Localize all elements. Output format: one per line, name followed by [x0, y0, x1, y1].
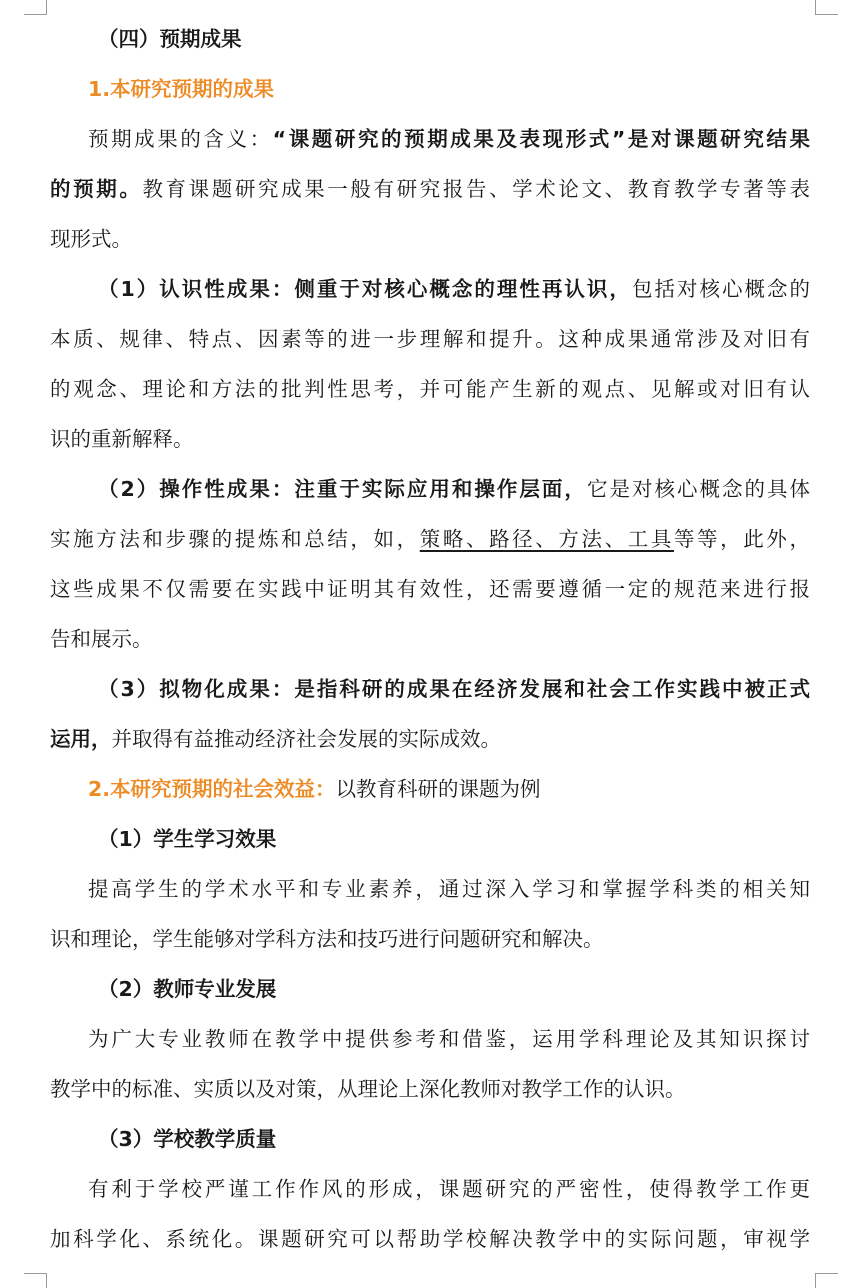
- school-quality-line1: 有利于学校严谨工作作风的形成，课题研究的严密性，使得教学工作更: [88, 1177, 810, 1201]
- paragraph-materialized-results: [50, 664, 810, 764]
- teacher-development-line2: 教学中的标准、实质以及对策，从理论上深化教师对教学工作的认识。: [50, 1077, 686, 1101]
- heading-student-learning: （1）学生学习效果: [98, 827, 277, 851]
- operational-line1-text: 它是对核心概念的具体: [586, 477, 811, 501]
- paragraph-operational-results: [50, 464, 810, 664]
- subsection-heading-expected-results: 1.本研究预期的成果: [88, 77, 275, 101]
- social-benefits-note: 以教育科研的课题为例: [335, 777, 541, 801]
- operational-line2-pre: 实施方法和步骤的提炼和总结，如，: [50, 527, 420, 551]
- student-learning-line2: 识和理论，学生能够对学科方法和技巧进行问题研究和解决。: [50, 927, 604, 951]
- crop-mark-top-right: [815, 0, 838, 15]
- paragraph-meaning: [50, 114, 810, 264]
- section-heading: （四）预期成果: [98, 27, 242, 51]
- student-learning-line1: 提高学生的学术水平和专业素养，通过深入学习和掌握学科类的相关知: [88, 877, 810, 901]
- crop-mark-bottom-left: [24, 1273, 47, 1288]
- paragraph-cognitive-results: [50, 264, 810, 464]
- cognitive-line1-text: 包括对核心概念的: [631, 277, 811, 301]
- teacher-development-line1: 为广大专业教师在教学中提供参考和借鉴，运用学科理论及其知识探讨: [88, 1027, 810, 1051]
- cognitive-bold-lead: （1）认识性成果：侧重于对核心概念的理性再认识，: [98, 277, 632, 301]
- crop-mark-top-left: [24, 0, 47, 15]
- materialized-bold-line1: （3）拟物化成果：是指科研的成果在经济发展和社会工作实践中被正式: [98, 677, 810, 701]
- operational-line2-post: 等等，此外，: [673, 527, 810, 551]
- crop-mark-bottom-right: [815, 1273, 838, 1288]
- meaning-lead: 预期成果的含义：: [88, 127, 273, 151]
- operational-line4-text: 告和展示。: [50, 627, 153, 651]
- meaning-line2-text: 教育课题研究成果一般有研究报告、学术论文、教育教学专著等表: [142, 177, 810, 201]
- document-page: [50, 14, 810, 1264]
- meaning-bold-end: 的预期。: [50, 177, 143, 201]
- subsection-heading-social-benefits: 2.本研究预期的社会效益：: [88, 777, 336, 801]
- cognitive-line3-text: 的观念、理论和方法的批判性思考，并可能产生新的观点、见解或对旧有认: [50, 377, 810, 401]
- meaning-line3-text: 现形式。: [50, 227, 132, 251]
- heading-teacher-development: （2）教师专业发展: [98, 977, 277, 1001]
- cognitive-line2-text: 本质、规律、特点、因素等的进一步理解和提升。这种成果通常涉及对旧有: [50, 327, 810, 351]
- operational-underlined-terms: 策略、路径、方法、工具: [419, 527, 674, 551]
- materialized-line2-text: 并取得有益推动经济社会发展的实际成效。: [111, 727, 501, 751]
- heading-school-teaching-quality: （3）学校教学质量: [98, 1127, 277, 1151]
- operational-bold-lead: （2）操作性成果：注重于实际应用和操作层面，: [98, 477, 587, 501]
- cognitive-line4-text: 识的重新解释。: [50, 427, 194, 451]
- school-quality-line2: 加科学化、系统化。课题研究可以帮助学校解决教学中的实际问题，审视学: [50, 1227, 810, 1251]
- meaning-bold-quote: “课题研究的预期成果及表现形式”是对课题研究结果: [272, 127, 811, 151]
- operational-line3-text: 这些成果不仅需要在实践中证明其有效性，还需要遵循一定的规范来进行报: [50, 577, 810, 601]
- materialized-bold-line2: 运用，: [50, 727, 112, 751]
